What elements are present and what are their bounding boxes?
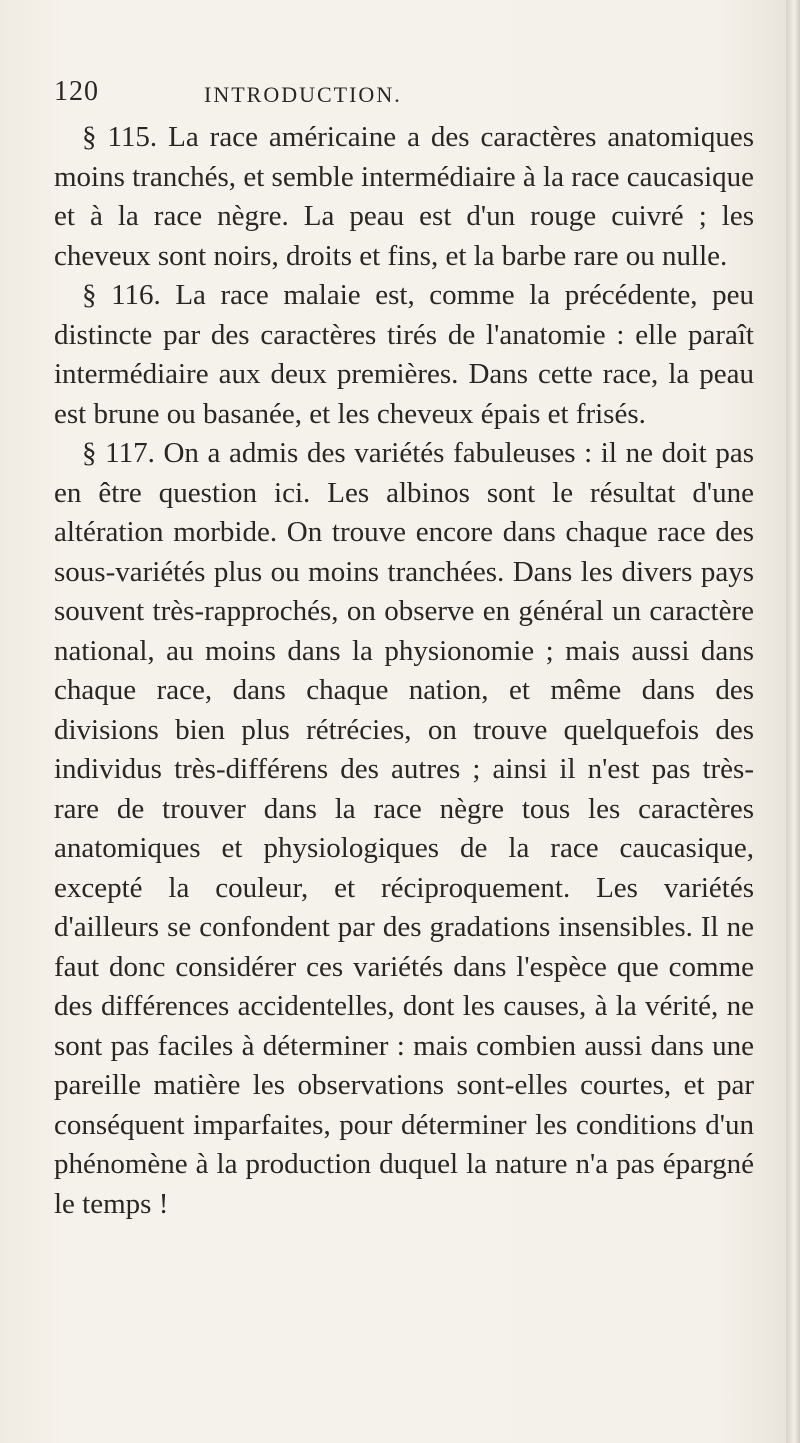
paragraph-116: § 116. La race malaie est, comme la précédente, peu distincte par des caractères tirés de l'anatomie : elle paraît intermédiaire aux deux premières. Dans cette race, la peau est brune ou basanée, et les cheveux épais et frisés. <box>54 279 754 430</box>
paragraph-115: § 115. La race américaine a des caractères anatomiques moins tranchés, et semble intermédiaire à la race caucasique et à la race nègre. La peau est d'un rouge cuivré ; les cheveux sont noirs, droits et fins, et la barbe rare ou nulle. <box>54 121 754 272</box>
paragraph-117: § 117. On a admis des variétés fabuleuses : il ne doit pas en être question ici. Les albinos sont le résultat d'une altération morbide. On trouve encore dans chaque race des sous-variétés plus ou moins tranchées. Dans les divers pays souvent très-rapprochés, on observe en général un caractère national, au moins dans la physionomie ; mais aussi dans chaque race, dans chaque nation, et même dans des divisions bien plus rétrécies, on trouve quelquefois des individus très-différens des autres ; ainsi il n'est pas très-rare de trouver dans la race nègre tous les caractères anatomiques et physiologiques de la race caucasique, excepté la couleur, et réciproquement. Les variétés d'ailleurs se confondent par des gradations insensibles. Il ne faut donc considérer ces variétés dans l'espèce que comme des différences accidentelles, dont les causes, à la vérité, ne sont pas faciles à déterminer : mais combien aussi dans une pareille matière les observations sont-elles courtes, et par conséquent imparfaites, pour déterminer les conditions d'un phénomène à la production duquel la nature n'a pas épargné le temps ! <box>54 437 754 1220</box>
body-text <box>54 118 754 1224</box>
page-edge <box>786 0 800 1443</box>
page-header <box>54 76 754 112</box>
page-number: 120 <box>54 76 99 107</box>
running-head: INTRODUCTION. <box>204 82 402 107</box>
